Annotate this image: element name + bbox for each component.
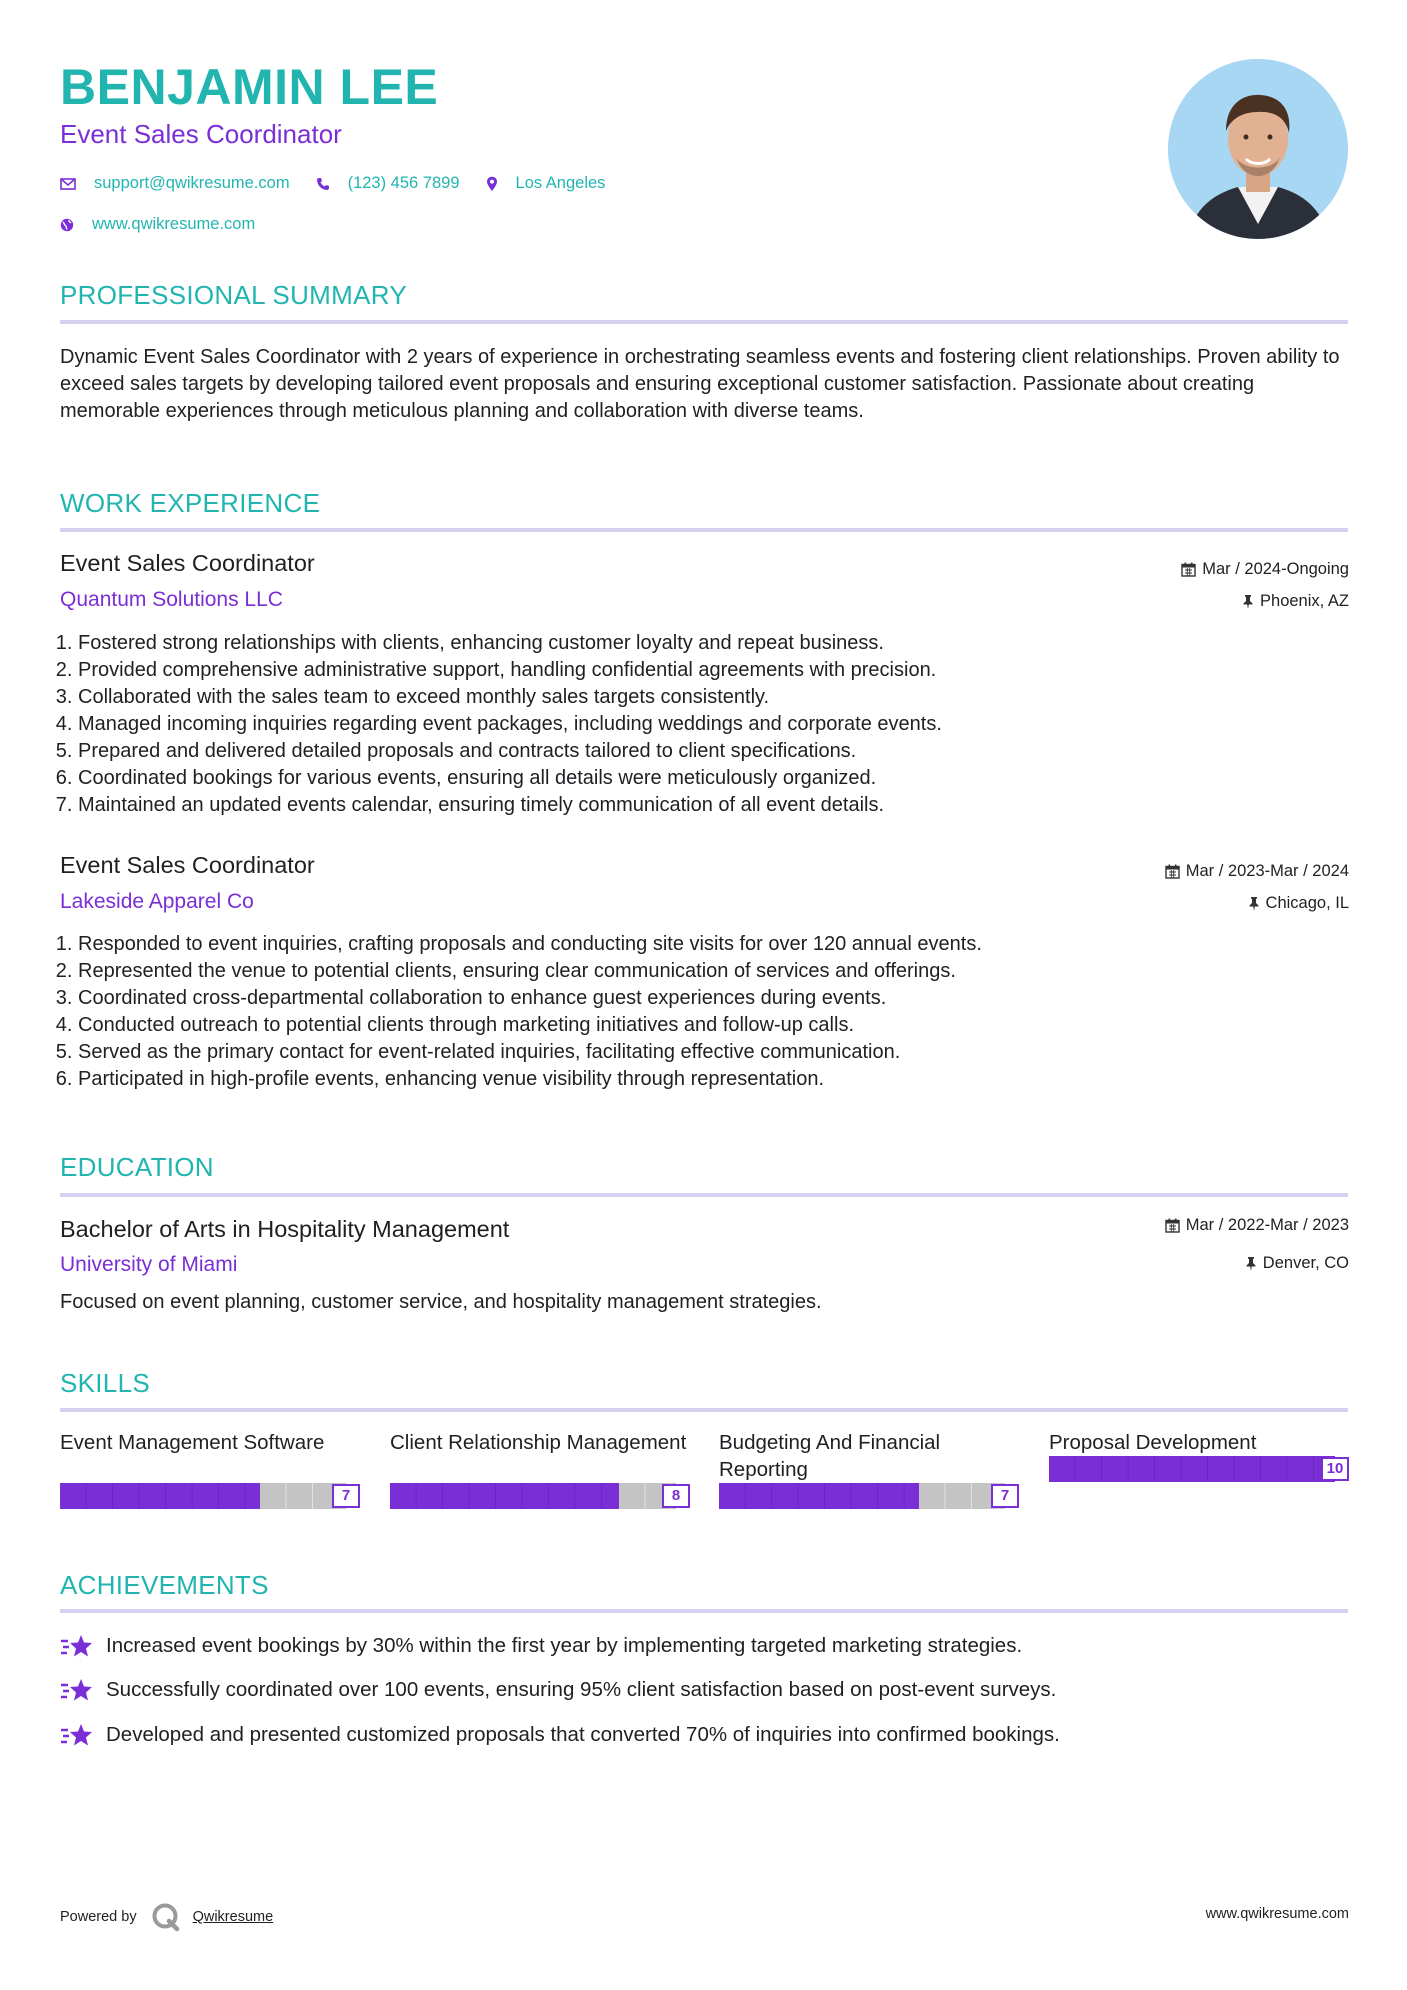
candidate-name: BENJAMIN LEE (60, 59, 439, 115)
job-dates-text: Mar / 2023-Mar / 2024 (1185, 862, 1349, 880)
degree-title: Bachelor of Arts in Hospitality Management (60, 1216, 510, 1242)
profile-photo (1168, 59, 1348, 239)
list-item: 4. Managed incoming inquiries regarding event packages, including weddings and corporate events. (78, 711, 1278, 738)
list-item: 6. Participated in high-profile events, enhancing venue visibility through representation. (78, 1066, 1278, 1093)
pushpin-icon (1245, 1256, 1257, 1272)
section-divider (60, 320, 1348, 324)
section-title-achievements: ACHIEVEMENTS (60, 1570, 269, 1600)
stars-icon (60, 1721, 94, 1749)
section-title-skills: SKILLS (60, 1368, 150, 1398)
location-text: Los Angeles (515, 174, 606, 192)
candidate-role: Event Sales Coordinator (60, 119, 342, 149)
achievement-text: Successfully coordinated over 100 events, ensuring 95% client satisfaction based on post-event surveys. (106, 1678, 1057, 1701)
list-item: 6. Coordinated bookings for various events, ensuring all details were meticulously organized. (78, 765, 1278, 792)
list-item: 1. Responded to event inquiries, crafting proposals and conducting site visits for over 120 annual events. (78, 931, 1278, 958)
section-title-education: EDUCATION (60, 1152, 214, 1182)
list-item: 3. Coordinated cross-departmental collaboration to enhance guest experiences during events. (78, 985, 1278, 1012)
skill-meter (719, 1483, 1019, 1509)
qwikresume-logo-icon (151, 1902, 181, 1932)
skill-item (390, 1429, 690, 1509)
phone-text: (123) 456 7899 (347, 174, 460, 192)
job-title: Event Sales Coordinator (60, 852, 315, 878)
section-divider (60, 1193, 1348, 1197)
skill-meter-fill (1049, 1456, 1335, 1482)
contact-row-2 (60, 215, 281, 234)
achievement-item (60, 1676, 1056, 1704)
map-pin-icon (486, 176, 498, 192)
skill-level-badge: 10 (1321, 1457, 1349, 1481)
job-dates (1181, 560, 1349, 579)
education-description: Focused on event planning, customer service, and hospitality management strategies. (60, 1291, 822, 1313)
skill-meter (60, 1483, 360, 1509)
section-divider (60, 1609, 1348, 1613)
brand-link[interactable]: Qwikresume (192, 1909, 274, 1925)
list-item: 5. Served as the primary contact for event-related inquiries, facilitating effective communication. (78, 1039, 1278, 1066)
education-dates-text: Mar / 2022-Mar / 2023 (1185, 1216, 1349, 1234)
job-dates-text: Mar / 2024-Ongoing (1202, 560, 1349, 578)
section-title-experience: WORK EXPERIENCE (60, 488, 321, 518)
education-location-text: Denver, CO (1262, 1254, 1349, 1272)
achievement-text: Developed and presented customized proposals that converted 70% of inquiries into confirmed bookings. (106, 1723, 1060, 1746)
stars-icon (60, 1676, 94, 1704)
summary-text: Dynamic Event Sales Coordinator with 2 years of experience in orchestrating seamless events and fostering client relationships. Proven ability to exceed sales targets by developing tailored event proposals and ensuring exceptional customer satisfaction. Passionate about creating memorable experiences through meticulous planning and collaboration with diverse teams. (60, 346, 1340, 422)
job-title: Event Sales Coordinator (60, 550, 315, 576)
skill-meter-fill (390, 1483, 619, 1509)
section-title-summary: PROFESSIONAL SUMMARY (60, 280, 407, 310)
email-text: support@qwikresume.com (94, 174, 290, 192)
calendar-icon (1181, 562, 1196, 577)
skill-level-badge: 8 (662, 1484, 690, 1508)
footer-website[interactable]: www.qwikresume.com (1205, 1906, 1349, 1922)
skill-item (1049, 1429, 1349, 1482)
list-item: 7. Maintained an updated events calendar, ensuring timely communication of all event details. (78, 792, 1278, 819)
list-item: 5. Prepared and delivered detailed proposals and contracts tailored to client specifications. (78, 738, 1278, 765)
list-item: 1. Fostered strong relationships with clients, enhancing customer loyalty and repeat business. (78, 630, 1278, 657)
skill-meter-fill (60, 1483, 260, 1509)
skill-name: Event Management Software (60, 1431, 325, 1454)
contact-website[interactable] (60, 215, 255, 234)
list-item: 2. Represented the venue to potential clients, ensuring clear communication of services and offerings. (78, 958, 1278, 985)
education-dates (1165, 1216, 1349, 1235)
website-text: www.qwikresume.com (92, 215, 256, 233)
powered-by-text: Powered by (60, 1909, 137, 1925)
skill-item (719, 1429, 1019, 1509)
achievement-item (60, 1721, 1060, 1749)
skill-level-badge: 7 (332, 1484, 360, 1508)
pushpin-icon (1242, 594, 1254, 610)
company-name: Quantum Solutions LLC (60, 588, 283, 611)
skill-meter-fill (719, 1483, 919, 1509)
achievement-text: Increased event bookings by 30% within the first year by implementing targeted marketing strategies. (106, 1634, 1023, 1657)
calendar-icon (1165, 1218, 1180, 1233)
skill-name: Client Relationship Management (390, 1431, 687, 1454)
footer-branding (60, 1902, 273, 1932)
globe-icon (60, 218, 74, 232)
skill-item (60, 1429, 360, 1509)
skill-meter (390, 1483, 690, 1509)
contact-email[interactable] (60, 174, 290, 193)
job-location-text: Chicago, IL (1265, 894, 1349, 912)
job-location (1248, 894, 1349, 913)
list-item: 4. Conducted outreach to potential clients through marketing initiatives and follow-up calls. (78, 1012, 1278, 1039)
skill-name: Budgeting And Financial Reporting (719, 1431, 941, 1481)
job-location-text: Phoenix, AZ (1260, 592, 1349, 610)
phone-icon (316, 177, 330, 191)
calendar-icon (1165, 864, 1180, 879)
section-divider (60, 1408, 1348, 1412)
list-item: 3. Collaborated with the sales team to exceed monthly sales targets consistently. (78, 684, 1278, 711)
education-location (1245, 1254, 1349, 1273)
stars-icon (60, 1632, 94, 1660)
pushpin-icon (1248, 896, 1260, 912)
section-divider (60, 528, 1348, 532)
skill-level-badge: 7 (991, 1484, 1019, 1508)
list-item: 2. Provided comprehensive administrative support, handling confidential agreements with precision. (78, 657, 1278, 684)
job-location (1242, 592, 1349, 611)
contact-phone[interactable] (316, 174, 460, 193)
job-dates (1165, 862, 1349, 881)
contact-location (486, 174, 606, 193)
envelope-icon (60, 178, 76, 190)
school-name: University of Miami (60, 1253, 238, 1276)
company-name: Lakeside Apparel Co (60, 890, 254, 913)
achievement-item (60, 1632, 1022, 1660)
duty-list (60, 630, 1278, 819)
skill-meter (1049, 1456, 1349, 1482)
duty-list (60, 931, 1278, 1093)
contact-row (60, 174, 631, 193)
skill-name: Proposal Development (1049, 1431, 1257, 1454)
